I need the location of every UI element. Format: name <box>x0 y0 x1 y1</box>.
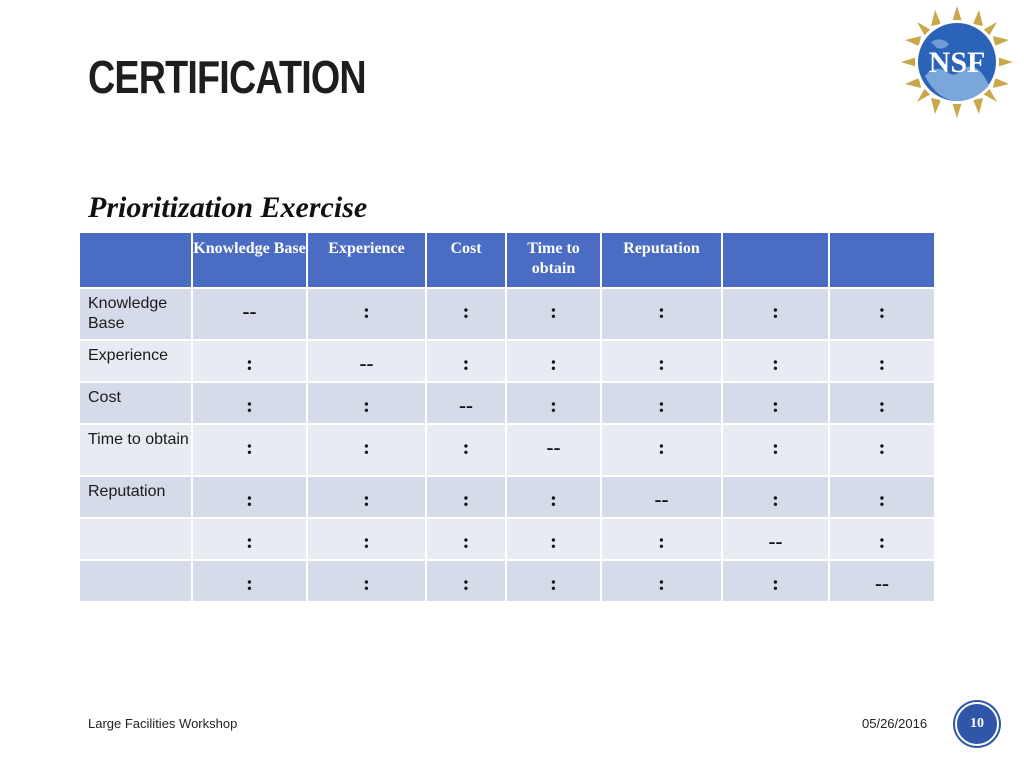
table-cell: -- <box>192 288 307 340</box>
table-cell: : <box>601 560 722 602</box>
table-cell: : <box>307 560 426 602</box>
table-row <box>79 424 935 476</box>
table-cell: : <box>426 424 506 476</box>
table-cell: : <box>601 424 722 476</box>
table-cell: : <box>601 518 722 560</box>
row-label <box>79 560 192 602</box>
table-cell: : <box>722 476 829 518</box>
prioritization-table <box>78 231 936 603</box>
table-cell: : <box>426 288 506 340</box>
table-row <box>79 476 935 518</box>
table-cell: : <box>307 476 426 518</box>
table-cell: : <box>601 382 722 424</box>
table-cell: : <box>192 560 307 602</box>
table-cell: : <box>307 288 426 340</box>
table-cell: : <box>722 288 829 340</box>
table-cell: : <box>192 424 307 476</box>
footer-event: Large Facilities Workshop <box>88 716 238 731</box>
table-cell: : <box>829 424 935 476</box>
table-cell: : <box>192 340 307 382</box>
table-cell: : <box>601 288 722 340</box>
table-header-cell: Knowledge Base <box>192 232 307 288</box>
table-cell: : <box>506 382 601 424</box>
section-heading: Prioritization Exercise <box>88 191 368 224</box>
table-cell: -- <box>307 340 426 382</box>
slide-title: CERTIFICATION <box>88 51 366 103</box>
table-cell: : <box>506 288 601 340</box>
table-cell: : <box>307 382 426 424</box>
row-label: Cost <box>79 382 192 424</box>
row-label <box>79 518 192 560</box>
nsf-logo <box>901 6 1013 118</box>
table-cell: : <box>426 518 506 560</box>
table-header-cell: Reputation <box>601 232 722 288</box>
table-cell: : <box>307 424 426 476</box>
table-cell: : <box>192 476 307 518</box>
table-header-cell: Cost <box>426 232 506 288</box>
table-cell: : <box>426 560 506 602</box>
row-label: Reputation <box>79 476 192 518</box>
table-cell: -- <box>722 518 829 560</box>
table-cell: : <box>829 518 935 560</box>
table-cell: : <box>426 340 506 382</box>
table-cell: : <box>829 476 935 518</box>
table-cell: : <box>307 518 426 560</box>
table-header-cell <box>79 232 192 288</box>
table-cell: : <box>506 560 601 602</box>
table-cell: : <box>426 476 506 518</box>
table-cell: : <box>506 340 601 382</box>
row-label: Knowledge Base <box>79 288 192 340</box>
nsf-logo-icon <box>901 6 1013 118</box>
table-cell: : <box>192 382 307 424</box>
table-cell: : <box>722 340 829 382</box>
table-row <box>79 560 935 602</box>
row-label: Experience <box>79 340 192 382</box>
table-header-row <box>79 232 935 288</box>
table-header-cell <box>722 232 829 288</box>
table-row <box>79 288 935 340</box>
table-cell: -- <box>829 560 935 602</box>
table-header-cell <box>829 232 935 288</box>
row-label: Time to obtain <box>79 424 192 476</box>
table-row <box>79 382 935 424</box>
table-cell: -- <box>506 424 601 476</box>
table-cell: : <box>601 340 722 382</box>
table-cell: -- <box>601 476 722 518</box>
table-header-cell: Time to obtain <box>506 232 601 288</box>
table-row <box>79 518 935 560</box>
table-cell: : <box>722 382 829 424</box>
table-cell: : <box>506 518 601 560</box>
table-cell: : <box>722 560 829 602</box>
table-cell: : <box>722 424 829 476</box>
table-header-cell: Experience <box>307 232 426 288</box>
table-cell: : <box>829 288 935 340</box>
table-cell: : <box>829 340 935 382</box>
table-cell: : <box>506 476 601 518</box>
nsf-logo-text: NSF <box>928 46 986 79</box>
footer-date: 05/26/2016 <box>862 716 928 731</box>
table-cell: : <box>192 518 307 560</box>
table-cell: : <box>829 382 935 424</box>
table-cell: -- <box>426 382 506 424</box>
table-row <box>79 340 935 382</box>
page-number-badge: 10 <box>955 702 999 746</box>
